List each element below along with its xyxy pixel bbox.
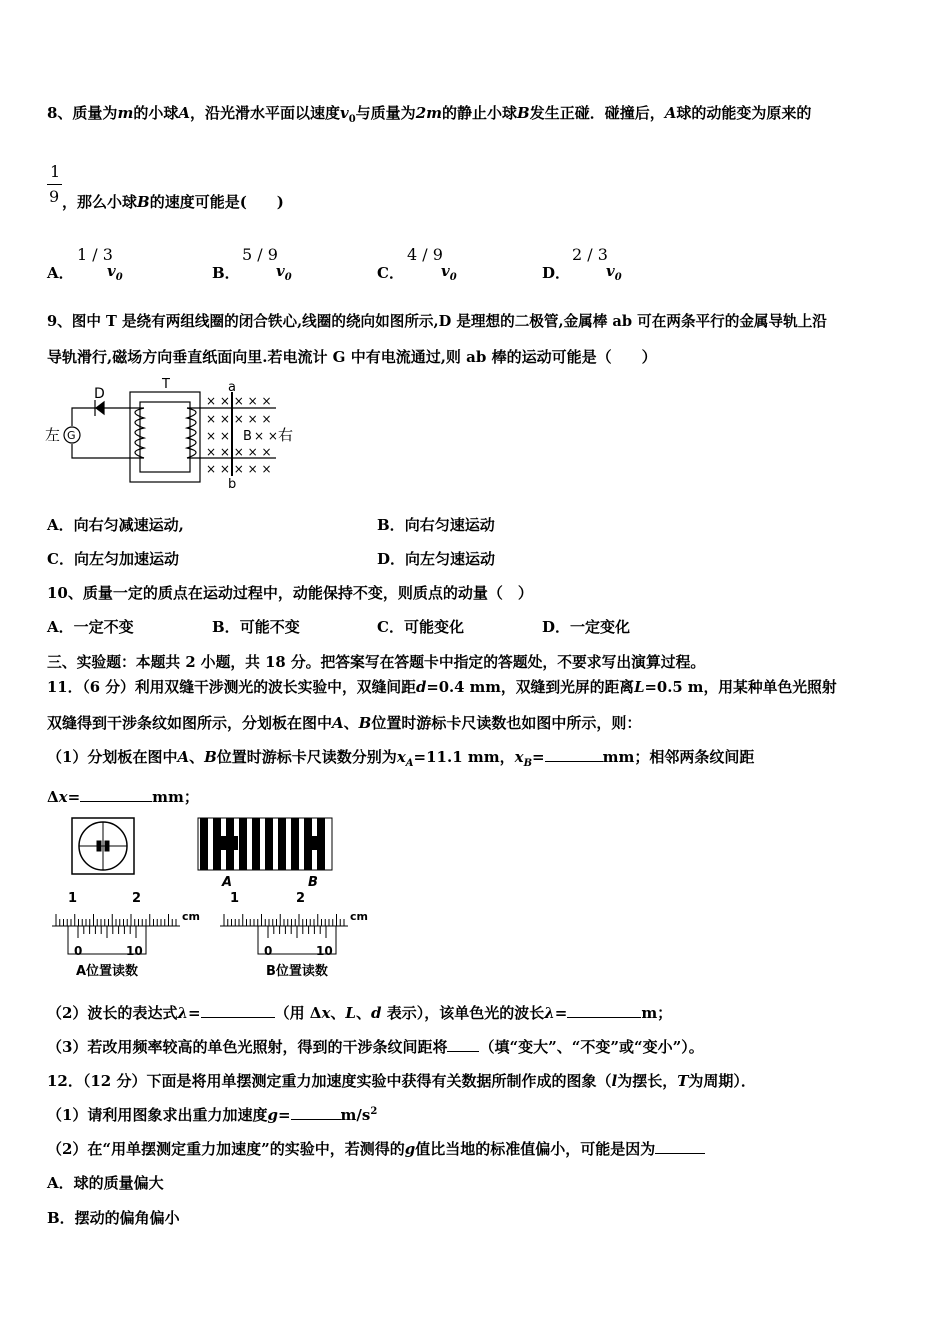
q8-stem-line1: 8、质量为m的小球A，沿光滑水平面以速度$v_0$与质量为2m的静止小球B发生正碰．碰撞后，A球的动能变为原来的 — [47, 104, 812, 125]
q9-option-a[interactable]: A．向右匀减速运动, — [47, 516, 184, 534]
q11-stem-line2: 双缝得到干涉条纹如图所示，分划板在图中A、B位置时游标卡尺读数也如图中所示，则： — [47, 714, 642, 732]
answer-blank-spacing[interactable] — [447, 1037, 479, 1052]
svg-text:1: 1 — [230, 891, 240, 906]
svg-text:10: 10 — [316, 944, 333, 958]
rod-end-a: a — [228, 380, 236, 395]
q12-sub1: （1）请利用图象求出重力加速度$g= m/s^2$ — [47, 1106, 378, 1124]
fraction-numerator: 1 — [50, 162, 61, 181]
q11-stem-line1: 11．（6 分）利用双缝干涉测光的波长实验中，双缝间距d=0.4 mm，双缝到光屏的距离L=0.5 m，用某种单色光照射 — [47, 679, 837, 696]
svg-text:0: 0 — [264, 944, 273, 958]
svg-text:× × × × ×: × × × × × — [206, 412, 272, 426]
svg-text:× ×: × × — [254, 429, 278, 443]
q10-option-d[interactable]: D．一定变化 — [542, 618, 631, 636]
q8-option-b[interactable]: B． 5 / 9 $v_0$ — [212, 245, 292, 283]
q12-option-a[interactable]: A．球的质量偏大 — [47, 1174, 164, 1192]
svg-text:2: 2 — [132, 891, 142, 906]
answer-blank-dx[interactable] — [80, 787, 152, 802]
q12-stem: 12．（12 分）下面是将用单摆测定重力加速度实验中获得有关数据所制作成的图象（l为摆长，T为周期）． — [47, 1072, 756, 1090]
svg-text:B位置读数: B位置读数 — [266, 964, 328, 979]
q9-option-c[interactable]: C．向左匀加速运动 — [47, 550, 179, 568]
svg-text:0: 0 — [74, 944, 83, 958]
field-label: B — [243, 429, 252, 444]
q9-stem-line1: 9、图中 T 是绕有两组线圈的闭合铁心,线圈的绕向如图所示,D 是理想的二极管,金属棒 ab 可在两条平行的金属导轨上沿 — [47, 313, 827, 330]
q9-option-d[interactable]: D．向左匀速运动 — [377, 550, 496, 568]
q12-sub2: （2）在“用单摆测定重力加速度”的实验中，若测得的g值比当地的标准值偏小，可能是因为 — [47, 1138, 705, 1159]
fringe-label-a: A — [222, 875, 233, 890]
q12-option-b[interactable]: B．摆动的偏角偏小 — [47, 1209, 180, 1227]
q9-stem-line2: 导轨滑行,磁场方向垂直纸面向里.若电流计 G 中有电流通过,则 ab 棒的运动可能是（ ） — [47, 348, 657, 366]
svg-text:10: 10 — [126, 944, 143, 958]
answer-blank-g[interactable] — [291, 1105, 341, 1120]
answer-blank-lambda-value[interactable] — [567, 1003, 641, 1018]
q11-sub1-dx: Δx= mm； — [47, 788, 199, 806]
svg-text:× ×: × × — [206, 429, 230, 443]
eyepiece-view — [72, 818, 134, 874]
vernier-ruler-b — [220, 891, 368, 979]
q10-option-c[interactable]: C．可能变化 — [377, 618, 464, 636]
q11-sub1: （1）分划板在图中A、B位置时游标卡尺读数分别为$x_A=11.1$ mm，$x_B=$ mm；相邻两条纹间距 — [47, 748, 755, 769]
svg-text:2: 2 — [296, 891, 306, 906]
fraction-denominator: 9 — [49, 187, 60, 206]
rod-end-b: b — [228, 477, 237, 490]
svg-text:× × × × ×: × × × × × — [206, 445, 272, 459]
q11-sub2: （2）波长的表达式λ= （用 Δx、L、d 表示），该单色光的波长λ= m； — [47, 1004, 673, 1022]
q8-stem-line2: ，那么小球B的速度可能是( ) — [62, 193, 284, 211]
fraction-bar — [47, 184, 62, 185]
answer-blank-xb[interactable] — [545, 747, 603, 762]
svg-text:A位置读数: A位置读数 — [76, 964, 139, 979]
q8-option-d[interactable]: D． 2 / 3 $v_0$ — [542, 245, 622, 283]
svg-text:1: 1 — [68, 891, 78, 906]
q10-option-b[interactable]: B．可能不变 — [212, 618, 300, 636]
svg-text:× × × × ×: × × × × × — [206, 462, 272, 476]
section-3-heading: 三、实验题：本题共 2 小题，共 18 分。把答案写在答题卡中指定的答题处，不要求写出演算过程。 — [47, 654, 706, 671]
svg-text:× × × × ×: × × × × × — [206, 394, 272, 408]
q11-sub3: （3）若改用频率较高的单色光照射，得到的干涉条纹间距将 （填“变大”、“不变”或“变小”）。 — [47, 1038, 704, 1056]
q10-stem: 10、质量一定的质点在运动过程中，动能保持不变，则质点的动量（ ） — [47, 584, 533, 602]
q8-option-c[interactable]: C． 4 / 9 $v_0$ — [377, 245, 457, 283]
q8-option-a[interactable]: A． 1 / 3 $v_0$ — [47, 245, 123, 283]
interference-fringes — [198, 818, 332, 870]
right-label: 右 — [278, 426, 294, 444]
diode-label: D — [94, 386, 105, 402]
core-label: T — [162, 378, 170, 392]
svg-text:cm: cm — [350, 910, 368, 923]
magnetic-field-crosses — [206, 394, 278, 476]
q9-option-b[interactable]: B．向右匀速运动 — [377, 516, 495, 534]
q10-option-a[interactable]: A．一定不变 — [47, 618, 134, 636]
answer-blank-reason[interactable] — [655, 1139, 705, 1154]
galvanometer-label: G — [67, 429, 76, 442]
fringe-label-b: B — [308, 875, 318, 890]
q9-circuit-diagram — [44, 378, 296, 490]
vernier-ruler-a — [52, 891, 200, 979]
svg-text:cm: cm — [182, 910, 200, 923]
answer-blank-lambda-expr[interactable] — [201, 1003, 275, 1018]
q11-figure — [48, 814, 368, 982]
left-label: 左 — [45, 426, 61, 444]
